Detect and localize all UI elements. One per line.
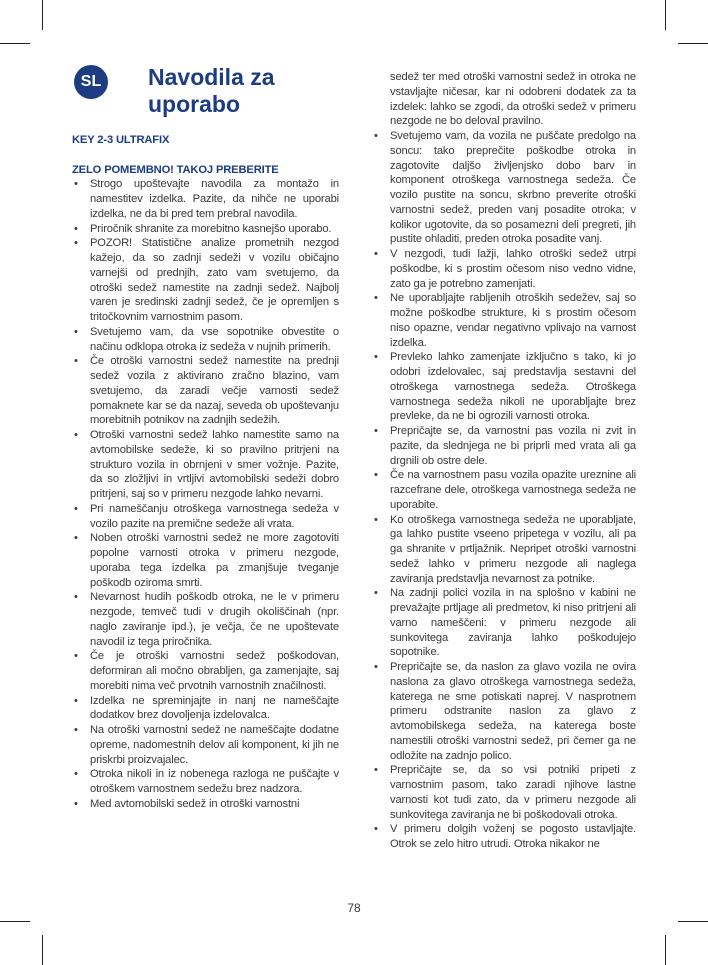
product-name: KEY 2-3 ULTRAFIX: [72, 134, 170, 146]
safety-list-left: [72, 177, 339, 811]
safety-list-right: [372, 129, 636, 852]
crop-mark: [678, 43, 708, 44]
list-item: • Pri nameščanju otroškega varnostnega sedeža v vozilo pazite na premične sedeže ali vrata.: [72, 502, 339, 532]
page-number: 78: [347, 901, 361, 915]
crop-mark: [42, 0, 43, 30]
list-item: • Prevleko lahko zamenjate izključno s tako, ki jo odobri izdelovalec, saj predstavlja sestavni del otroškega varnostnega sedeža. Otroškega varnostnega sedeža nikoli ne uporabljajte brez prevleke, da ne bi ogrozili varnosti otroka.: [372, 350, 636, 424]
list-item: • Na zadnji polici vozila in na splošno v kabini ne prevažajte prtljage ali predmetov, ki niso pritrjeni ali varno nameščeni: v primeru nezgode ali sunkovitega zaviranja lahko poškodujejo sopotnike.: [372, 586, 636, 660]
list-item: • Prepričajte se, da varnostni pas vozila ni zvit in pazite, da slednjega ne bi priprli med vrata ali ga drgnili ob ostre dele.: [372, 424, 636, 468]
list-item: • POZOR! Statistične analize prometnih nezgod kažejo, da so zadnji sedeži v vozilu običajno varnejši od prednjih, zato vam svetujemo, da otroški sedež namestite na zadnji sedež. Najbolj varen je sredinski zadnji sedež, če je opremljen s tritočkovnim varnostnim pasom.: [72, 236, 339, 325]
crop-mark: [0, 921, 30, 922]
list-item: • V nezgodi, tudi lažji, lahko otroški sedež utrpi poškodbe, ki s prostim očesom niso vedno vidne, zato ga je potrebno zamenjati.: [372, 247, 636, 291]
list-item: • Če otroški varnostni sedež namestite na prednji sedež vozila z aktivirano zračno blazino, vam svetujemo, da zaradi večje varnosti sedež pomaknete kar se da nazaj, seveda ob upoštevanju morebitnih potnikov na zadnjih sedežih.: [72, 354, 339, 428]
list-item: • Svetujemo vam, da vozila ne puščate predolgo na soncu: tako preprečite poškodbe otroka in zagotovite daljšo življenjsko dobo barv in komponent otroškega varnostnega sedeža. Če vozilo pustite na soncu, skrbno preverite otroški varnostni sedež, preden vanj posadite otroka; v kolikor ugotovite, da so posamezni deli pregreti, jih pustite ohladiti, preden otroka posadite vanj.: [372, 129, 636, 247]
left-column: [72, 133, 339, 812]
list-item: • V primeru dolgih voženj se pogosto ustavljajte. Otrok se zelo hitro utrudi. Otroka nikakor ne: [372, 822, 636, 852]
list-item: • Ko otroškega varnostnega sedeža ne uporabljate, ga lahko pustite vseeno pripetega v vozilu, ali pa ga shranite v prtljažnik. Nepripet otroški varnostni sedež lahko v primeru nezgode ali naglega zaviranja predstavlja nevarnost za potnike.: [372, 513, 636, 587]
list-item: • Prepričajte se, da naslon za glavo vozila ne ovira naslona za glavo otroškega varnostnega sedeža, katerega ne sme potiskati naprej. V nasprotnem primeru odstranite naslon za glavo z avtomobilskega sedeža, na katerega boste namestili otroški varnostni sedež, pri čemer ga ne odložite na zadnjo polico.: [372, 660, 636, 763]
list-item: • Strogo upoštevajte navodila za montažo in namestitev izdelka. Pazite, da nihče ne uporabi izdelka, ne da bi pred tem prebral navodila.: [72, 177, 339, 221]
list-item: • Če na varnostnem pasu vozila opazite ureznine ali razcefrane dele, otroškega varnostnega sedeža ne uporabite.: [372, 468, 636, 512]
list-item: • Priročnik shranite za morebitno kasnejšo uporabo.: [72, 222, 339, 237]
crop-mark: [42, 935, 43, 965]
list-item: • Izdelka ne spreminjajte in nanj ne nameščajte dodatkov brez dovoljenja izdelovalca.: [72, 694, 339, 724]
list-item: • Otroški varnostni sedež lahko namestite samo na avtomobilske sedeže, ki so pravilno pritrjeni na strukturo vozila in obrnjeni v smer vožnje. Pazite, da so zložljivi in vrtljivi avtomobilski sedeži dobro pritrjeni, saj so v primeru nezgode lahko nevarni.: [72, 428, 339, 502]
list-item: • Otroka nikoli in iz nobenega razloga ne puščajte v otroškem varnostnem sedežu brez nadzora.: [72, 767, 339, 797]
crop-mark: [665, 935, 666, 965]
crop-mark: [0, 43, 30, 44]
list-item: • Ne uporabljajte rabljenih otroških sedežev, saj so možne poškodbe strukture, ki s prostim očesom niso opazne, vendar negativno vplivajo na varnost izdelka.: [372, 291, 636, 350]
crop-mark: [678, 921, 708, 922]
right-column: [372, 70, 636, 852]
list-item: • Na otroški varnostni sedež ne nameščajte dodatne opreme, nadomestnih delov ali komponent, ki jih ne priskrbi proizvajalec.: [72, 723, 339, 767]
list-item: • Če je otroški varnostni sedež poškodovan, deformiran ali močno obrabljen, ga zamenjajte, saj morebiti nima več prvotnih varnostnih značilnosti.: [72, 649, 339, 693]
list-item: • Prepričajte se, da so vsi potniki pripeti z varnostnim pasom, tako zaradi njihove lastne varnosti kot tudi zato, da v primeru nezgode ali sunkovitega zaviranja ne bi poškodovali otroka.: [372, 763, 636, 822]
list-item: • Noben otroški varnostni sedež ne more zagotoviti popolne varnosti otroka v primeru nezgode, uporaba tega izdelka pa zmanjšuje tveganje poškodb oziroma smrti.: [72, 531, 339, 590]
crop-mark: [665, 0, 666, 30]
list-item: • Svetujemo vam, da vse sopotnike obvestite o načinu odklopa otroka iz sedeža v nujnih primerih.: [72, 325, 339, 355]
list-item: • Med avtomobilski sedež in otroški varnostni: [72, 797, 339, 812]
list-item: • Nevarnost hudih poškodb otroka, ne le v primeru nezgode, temveč tudi v drugih okoliščinah (npr. naglo zaviranje ipd.), je večja, če ne upoštevate navodil iz tega priročnika.: [72, 590, 339, 649]
page-title: Navodila za uporabo: [148, 64, 275, 117]
continued-paragraph: sedež ter med otroški varnostni sedež in otroka ne vstavljajte ničesar, kar ni odobreni dodatek za ta izdelek: lahko se zgodi, da otroški sedež v primeru nezgode ne bo deloval pravilno.: [390, 71, 636, 128]
important-heading: ZELO POMEMBNO! TAKOJ PREBERITE: [72, 163, 279, 176]
language-badge: SL: [74, 65, 108, 99]
